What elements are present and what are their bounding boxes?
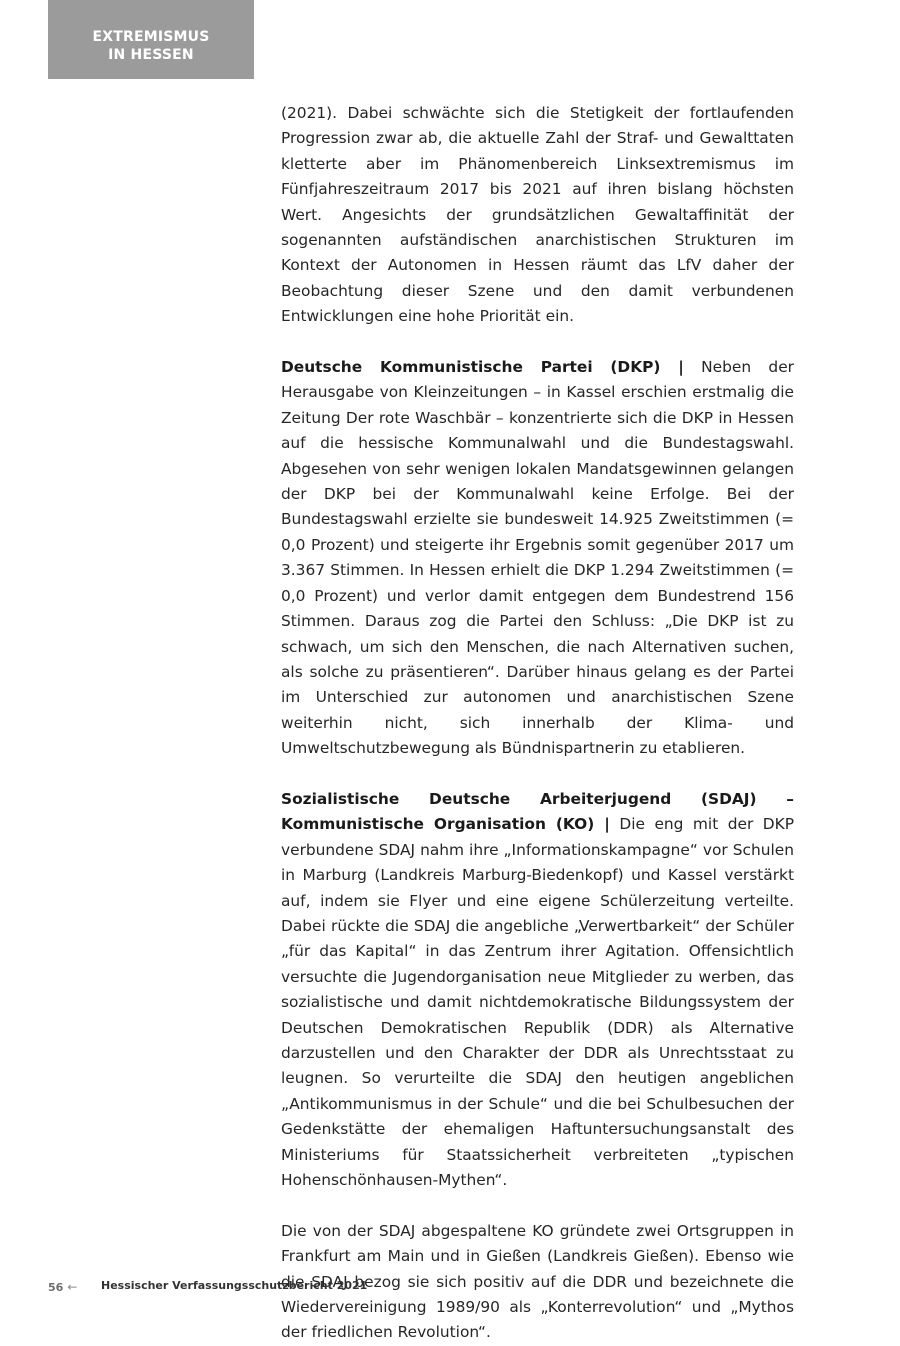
page-footer <box>48 1278 368 1296</box>
page-number: 56 <box>48 1280 64 1294</box>
paragraph-autonome-conclusion: (2021). Dabei schwächte sich die Stetigkeit der fortlaufenden Progression zwar ab, die aktuelle Zahl der Straf- und Gewalttaten kletterte aber im Phänomenbereich Linksextremismus im Fünfjahreszeitraum 2017 bis 2021 auf ihren bislang höchsten Wert. Angesichts der grundsätzlichen Gewaltaffinität der sogenannten aufständischen anarchistischen Strukturen im Kontext der Autonomen in Hessen räumt das LfV daher der Beobachtung dieser Szene und den damit verbundenen Entwicklungen eine hohe Priorität ein. <box>281 104 794 326</box>
paragraph-sdaj <box>281 787 794 1194</box>
main-text-column <box>281 101 794 1346</box>
paragraph-ko: Die von der SDAJ abgespaltene KO gründete zwei Ortsgruppen in Frankfurt am Main und in Gießen (Landkreis Gießen). Ebenso wie die SDAJ bezog sie sich positiv auf die DDR und bezeichnete die Wiedervereinigung 1989/90 als „Konterrevolution“ und „Mythos der friedlichen Revolution“. <box>281 1221 794 1342</box>
section-tab-line2: IN HESSEN <box>108 47 194 63</box>
section-tab-line1: EXTREMISMUS <box>92 29 210 45</box>
sdaj-heading: Sozialistische Deutsche Arbeiterjugend (SDAJ) – Kommunistische Organisation (KO) | <box>281 789 794 834</box>
section-tab <box>48 0 254 79</box>
dkp-text: Neben der Herausgabe von Kleinzeitungen – in Kassel erschien erstmalig die Zeitung Der rote Waschbär – konzentrierte sich die DKP in Hessen auf die hessische Kommunalwahl und die Bundestagswahl. Abgesehen von sehr wenigen lokalen Mandatsgewinnen gelangen der DKP bei der Kommunalwahl keine Erfolge. Bei der Bundestagswahl erzielte sie bundesweit 14.925 Zweitstimmen (= 0,0 Prozent) und steigerte ihr Ergebnis somit gegenüber 2017 um 3.367 Stimmen. In Hessen erhielt die DKP 1.294 Zweitstimmen (= 0,0 Prozent) und verlor damit entgegen dem Bundestrend 156 Stimmen. Daraus zog die Partei den Schluss: „Die DKP ist zu schwach, um sich den Menschen, die nach Alternativen suchen, als solche zu präsentieren“. Darüber hinaus gelang es der Partei im Unterschied zur autonomen und anarchistischen Szene weiterhin nicht, sich innerhalb der Klima- und Umweltschutzbewegung als Bündnispartnerin zu etablieren. <box>281 358 795 758</box>
dkp-heading: Deutsche Kommunistische Partei (DKP) | <box>281 358 684 377</box>
report-title: Hessischer Verfassungsschutzbericht 2021 <box>101 1279 368 1292</box>
arrow-left-icon[interactable]: ← <box>67 1280 78 1294</box>
paragraph-dkp <box>281 355 794 762</box>
sdaj-text: Die eng mit der DKP verbundene SDAJ nahm ihre „Informationskampagne“ vor Schulen in Marburg (Landkreis Marburg-Biedenkopf) und Kassel verstärkt auf, indem sie Flyer und eine eigene Schülerzeitung verteilte. Dabei rückte die SDAJ die angebliche „Verwertbarkeit“ der Schüler „für das Kapital“ in das Zentrum ihrer Agitation. Offensichtlich versuchte die Jugendorganisation neue Mitglieder zu werben, das sozialistische und damit nichtdemokratische Bildungssystem der Deutschen Demokratischen Republik (DDR) als Alternative darzustellen und den Charakter der DDR als Unrechtsstaat zu leugnen. So verurteilte die SDAJ den heutigen angeblichen „Antikommunismus in der Schule“ und die bei Schulbesuchen der Gedenkstätte der ehemaligen Haftuntersuchungsanstalt des Ministeriums für Staatssicherheit verbreiteten „typischen Hohenschönhausen-Mythen“. <box>281 815 794 1190</box>
